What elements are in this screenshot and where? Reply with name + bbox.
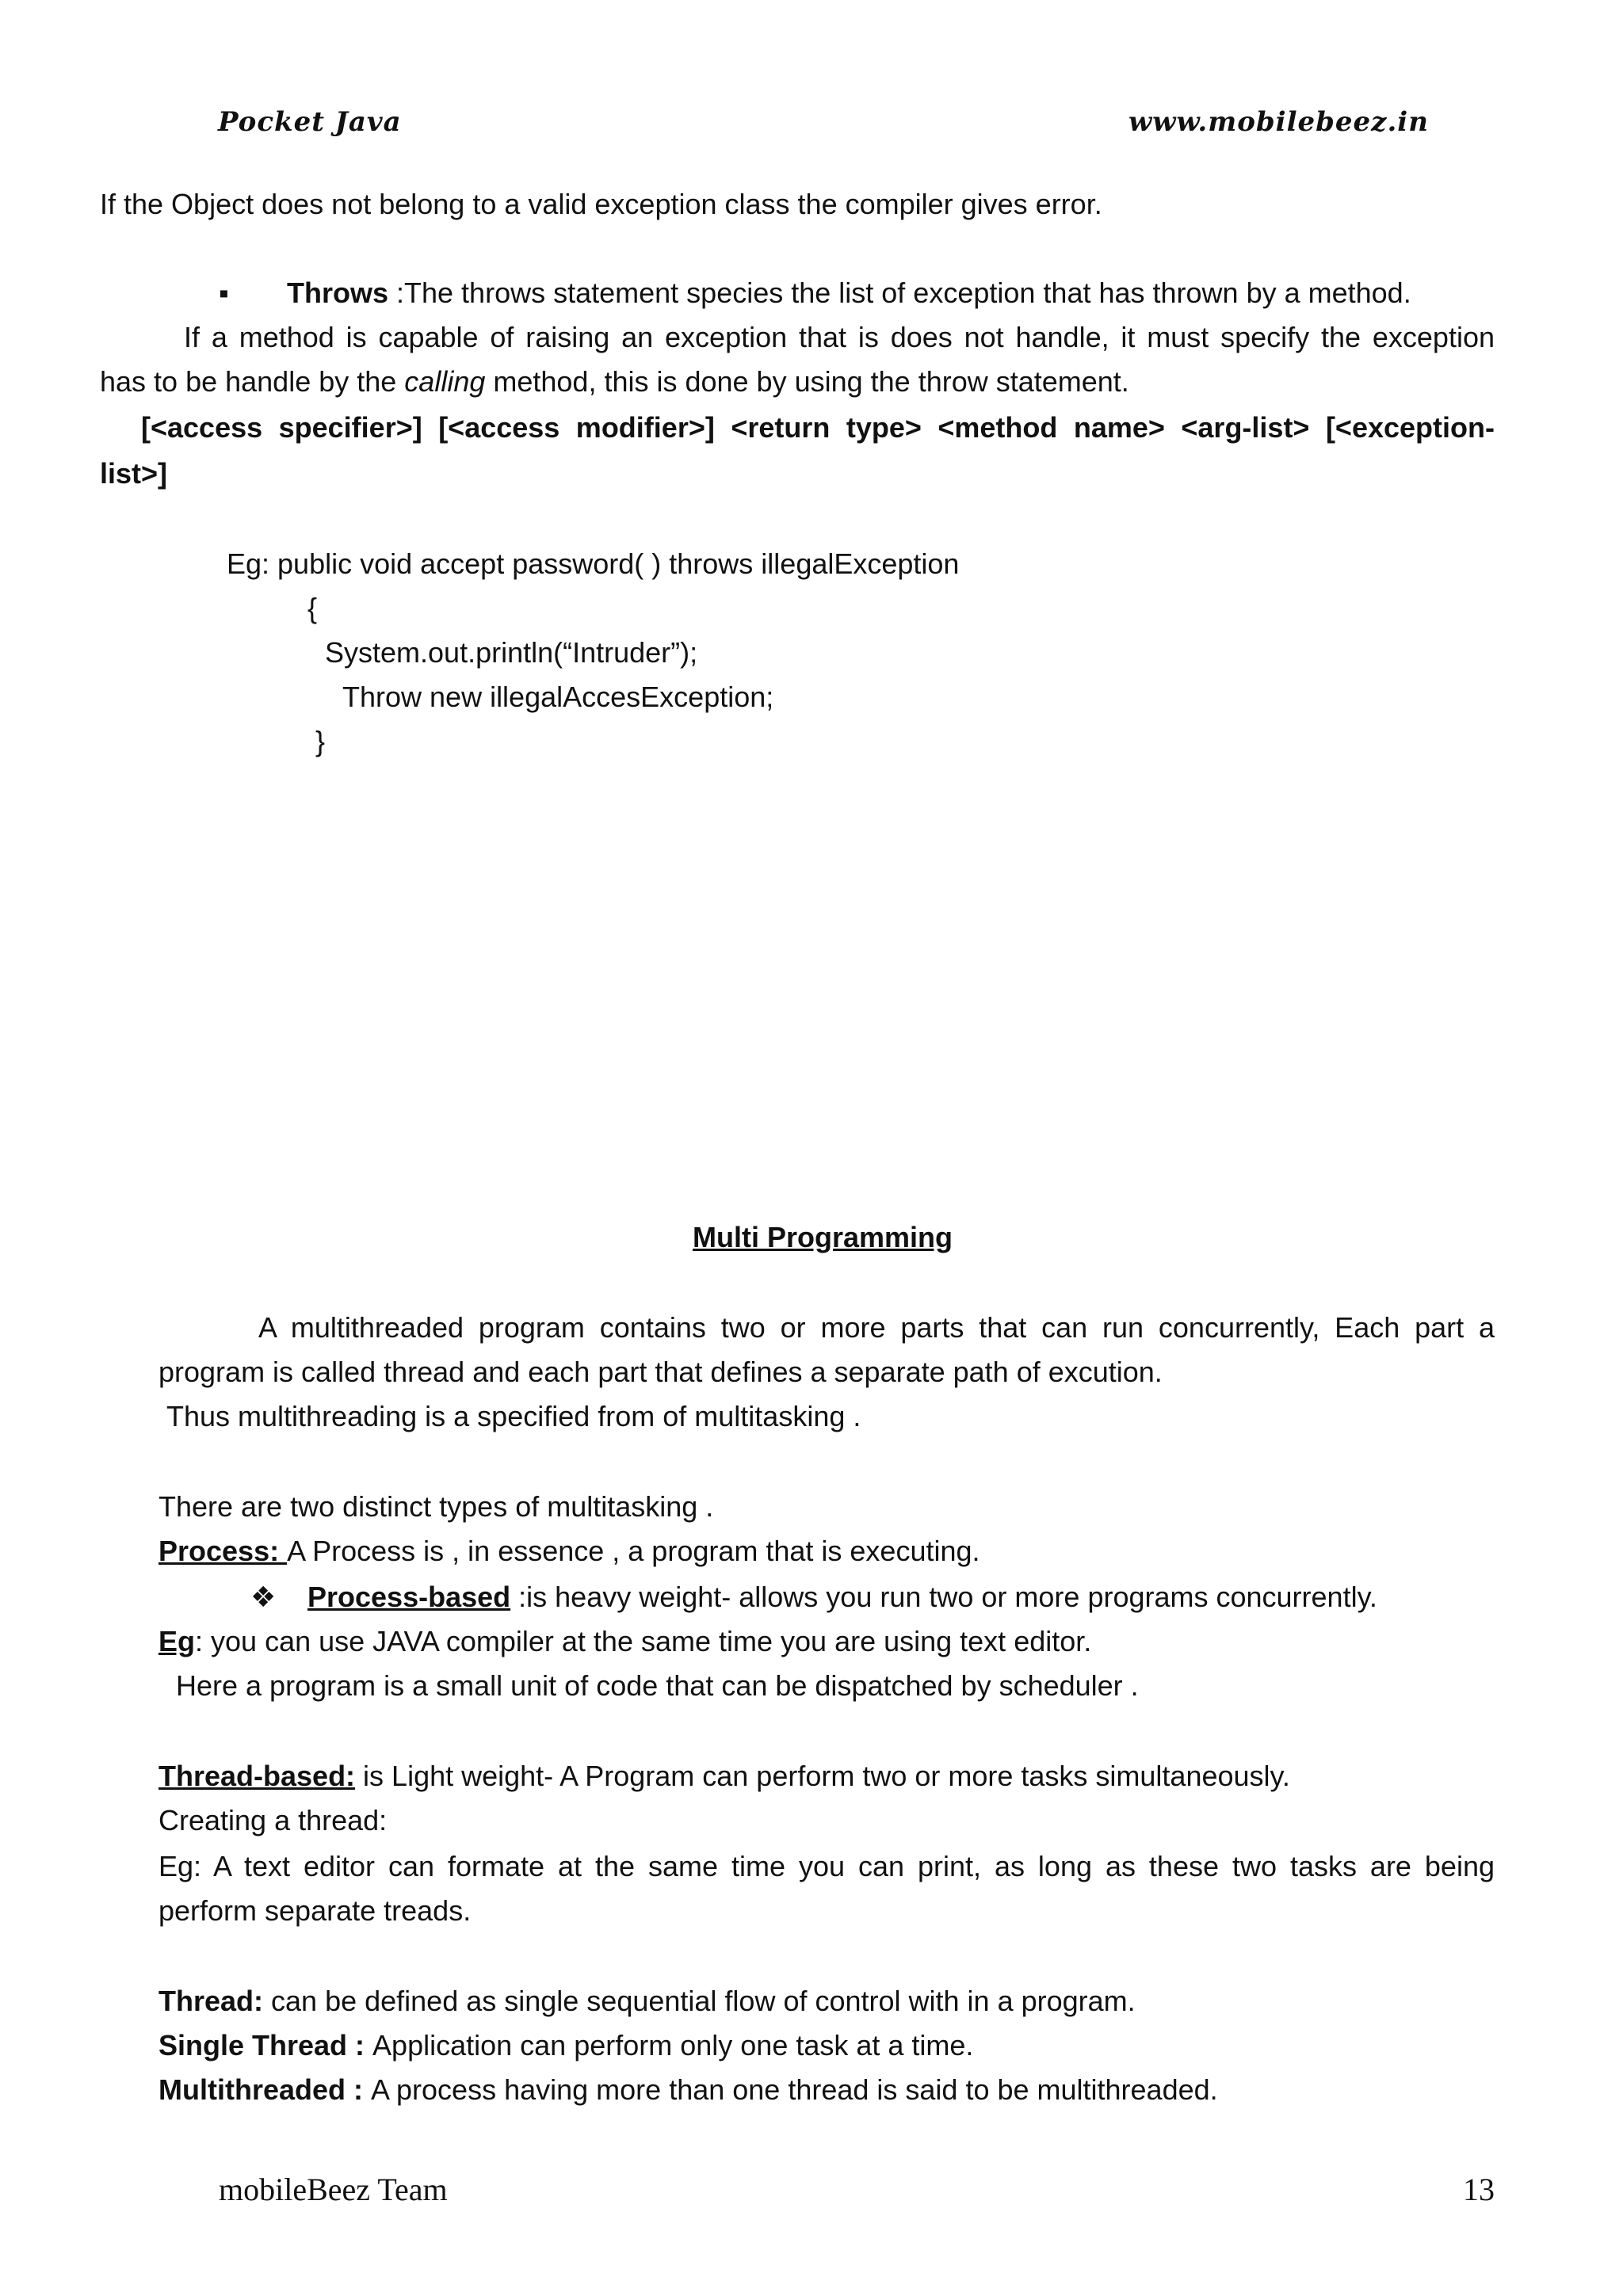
example-open-brace: { [307,592,318,624]
throws-paragraph-italic: calling [404,365,486,398]
intro-text: If the Object does not belong to a valid exception class the compiler gives error. [100,188,1102,220]
eg2-line1: Eg: A text editor can formate at the same time you can print, as long as these two tasks are being [158,1850,1495,1882]
creating-thread: Creating a thread: [158,1804,388,1836]
example-close-brace: } [315,725,326,757]
multitasking-types: There are two distinct types of multitasking . [158,1490,714,1523]
multi-para-line2: program is called thread and each part that defines a separate path of excution. [158,1356,1163,1388]
eg-text: : you can use JAVA compiler at the same time you are using text editor. [195,1625,1092,1657]
process-based-term: Process-based [307,1581,511,1613]
single-thread-term: Single Thread : [158,2029,373,2061]
single-thread-text: Application can perform only one task at a time. [372,2029,974,2061]
page-number: 13 [1463,2172,1495,2207]
throws-description: :The throws statement species the list of exception that has thrown by a method. [388,277,1411,309]
thread-based-line [158,1759,1290,1794]
example-println: System.out.println(“Intruder”); [325,636,698,669]
thread-def-line [158,1984,1136,2019]
eg-term: Eg [158,1625,196,1657]
eg-line [158,1624,1091,1659]
multi-para-line3: Thus multithreading is a specified from of multitasking . [166,1400,861,1432]
throws-paragraph-line1: If a method is capable of raising an exception that is does not handle, it must specify the exception [184,321,1495,353]
process-based-line [307,1580,1377,1615]
single-thread-line [158,2028,973,2063]
footer-team: mobileBeez Team [219,2172,448,2207]
process-based-text: :is heavy weight- allows you run two or more programs concurrently. [510,1581,1377,1613]
throws-line [287,276,1411,311]
throws-paragraph-text-end: method, this is done by using the throw statement. [485,365,1129,398]
diamond-bullet-icon: ❖ [250,1581,277,1613]
multithreaded-line [158,2073,1218,2107]
throws-syntax-line2: list>] [100,457,168,490]
throws-term: Throws [287,277,389,309]
throws-paragraph-line2 [100,364,1129,399]
thread-based-term: Thread-based: [158,1760,356,1792]
thread-term: Thread: [158,1985,264,2017]
header-book-title: Pocket Java [218,106,402,138]
eg2-line2: perform separate treads. [158,1894,472,1927]
example-signature: Eg: public void accept password( ) throws illegalException [227,547,960,580]
thread-based-text: is Light weight- A Program can perform two or more tasks simultaneously. [355,1760,1290,1792]
throws-bullet-icon: ▪ [219,277,229,309]
process-term: Process: [158,1535,288,1567]
section-title: Multi Programming [693,1221,953,1253]
multi-para-line1: A multithreaded program contains two or more parts that can run concurrently, Each part a [258,1311,1495,1344]
throws-paragraph-text: has to be handle by the [100,365,405,398]
header-website: www.mobilebeez.in [1128,106,1429,138]
multithreaded-term: Multithreaded : [158,2073,371,2106]
thread-text: can be defined as single sequential flow of control with in a program. [263,1985,1136,2017]
example-throw: Throw new illegalAccesException; [342,681,774,713]
process-text: A Process is , in essence , a program that is executing. [287,1535,980,1567]
multithreaded-text: A process having more than one thread is said to be multithreaded. [371,2073,1218,2106]
throws-syntax-line1: [<access specifier>] [<access modifier>] <return type> <method name> <arg-list> [<exception- [141,411,1495,444]
process-line [158,1534,980,1569]
here-line: Here a program is a small unit of code that can be dispatched by scheduler . [176,1669,1139,1702]
